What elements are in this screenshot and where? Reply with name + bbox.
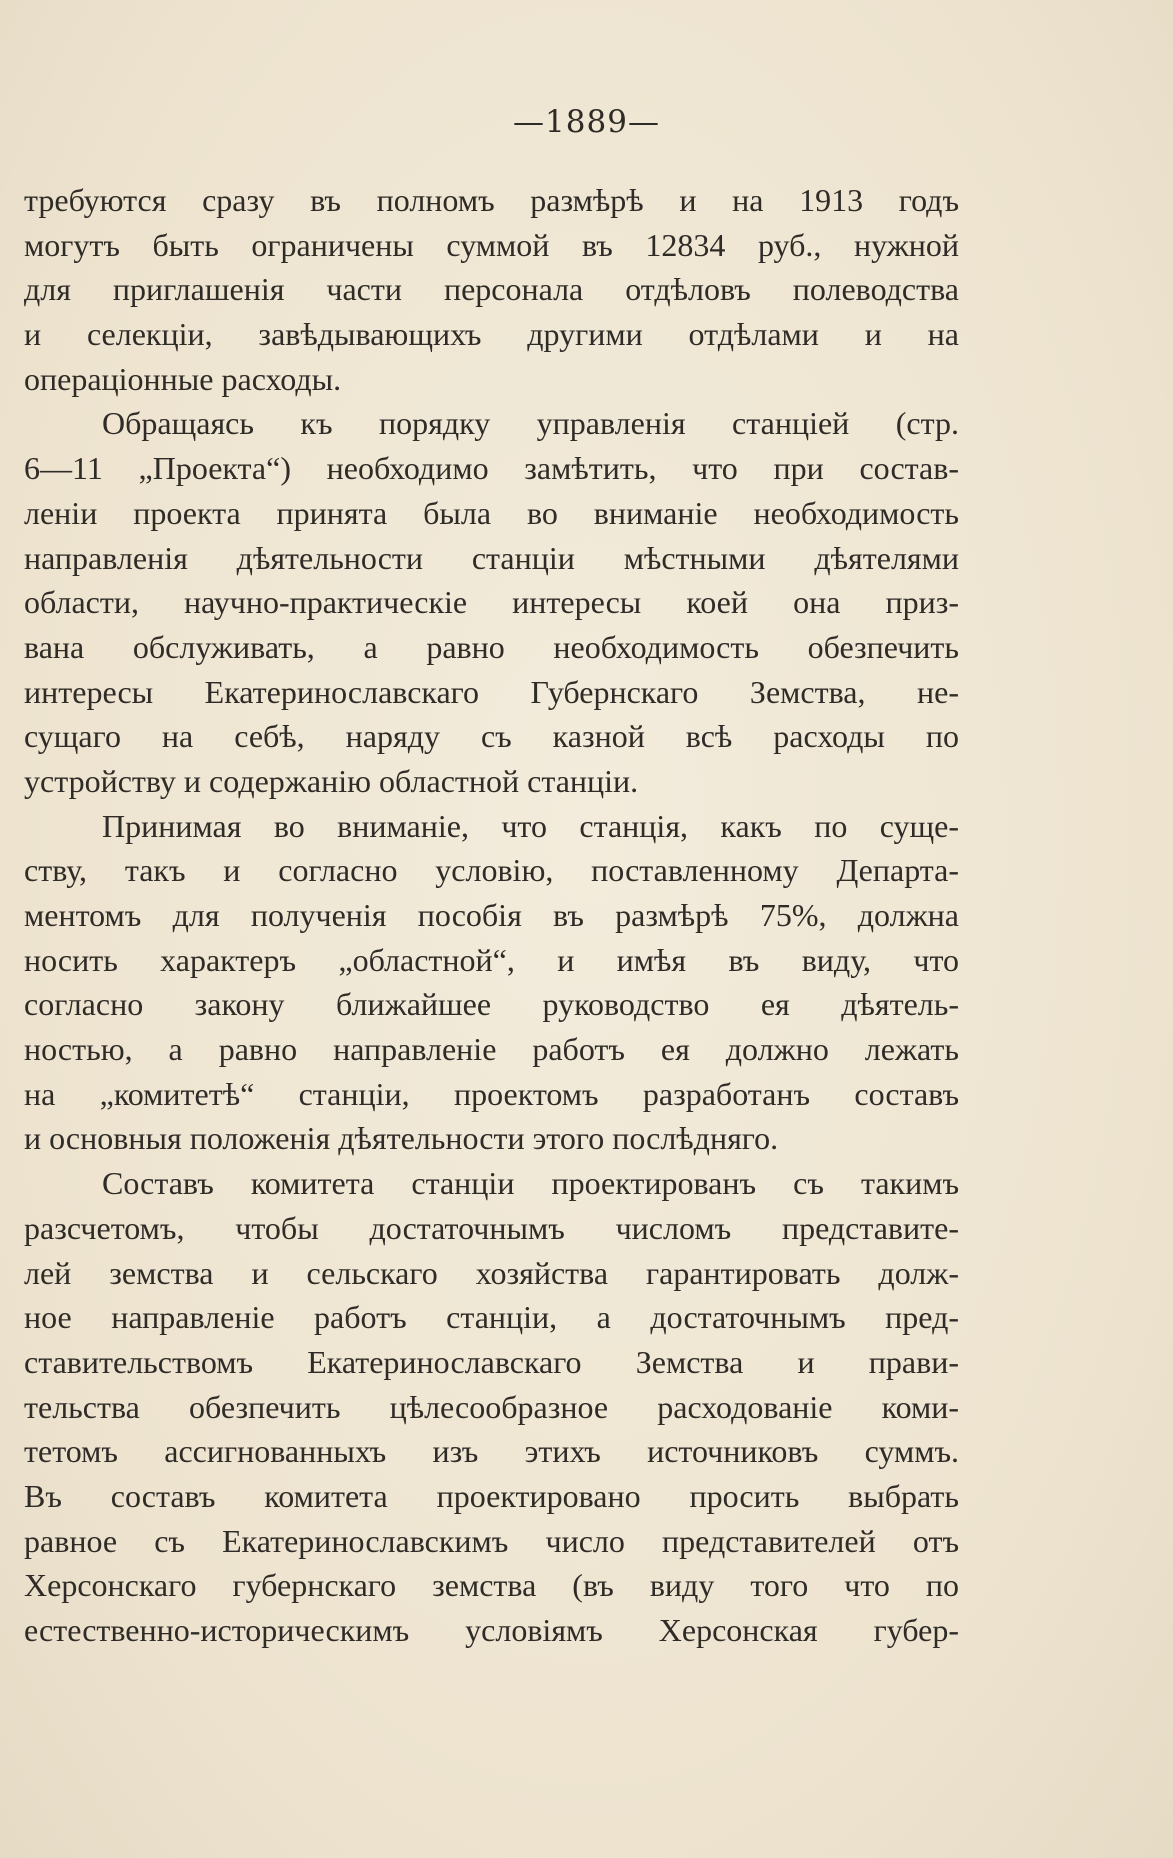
- text-line: естественно-историческимъ условіямъ Херсонская губер-: [24, 1612, 959, 1648]
- text-line: ставительствомъ Екатеринославскаго Земства и прави-: [24, 1343, 959, 1380]
- body-text: [24, 178, 959, 1653]
- text-line: 6—11 „Проекта“) необходимо замѣтить, что при состав-: [24, 450, 959, 487]
- text-line: лей земства и сельскаго хозяйства гарантировать долж-: [24, 1254, 959, 1291]
- text-line: операціонные расходы.: [24, 360, 342, 397]
- text-line: разсчетомъ, чтобы достаточнымъ числомъ представите-: [24, 1209, 959, 1246]
- text-line: для приглашенія части персонала отдѣловъ полеводства: [24, 271, 959, 308]
- text-line: ностью, а равно направленіе работъ ея должно лежать: [24, 1031, 959, 1068]
- text-line: интересы Екатеринославскаго Губернскаго Земства, не-: [24, 673, 959, 710]
- text-line: тельства обезпечить цѣлесообразное расходованіе коми-: [24, 1388, 959, 1425]
- text-line: ментомъ для полученія пособія въ размѣрѣ 75%, должна: [24, 897, 959, 933]
- text-line: могутъ быть ограничены суммой въ 12834 руб., нужной: [24, 226, 959, 263]
- text-line: на „комитетѣ“ станціи, проектомъ разработанъ составъ: [24, 1075, 959, 1112]
- text-line: ное направленіе работъ станціи, а достаточнымъ пред-: [24, 1299, 959, 1336]
- text-line: тетомъ ассигнованныхъ изъ этихъ источниковъ суммъ.: [24, 1433, 959, 1470]
- text-line: направленія дѣятельности станціи мѣстными дѣятелями: [24, 539, 959, 576]
- text-line: согласно закону ближайшее руководство ея дѣятель-: [24, 986, 959, 1023]
- text-line: носить характеръ „областной“, и имѣя въ виду, что: [24, 941, 959, 978]
- text-line: Принимая во вниманіе, что станція, какъ по суще-: [102, 807, 959, 844]
- text-line: Въ составъ комитета проектировано просить выбрать: [24, 1477, 959, 1514]
- text-line: вана обслуживать, а равно необходимость обезпечить: [24, 628, 959, 665]
- text-line: требуются сразу въ полномъ размѣрѣ и на 1913 годъ: [24, 182, 959, 218]
- text-line: Обращаясь къ порядку управленія станціей (стр.: [102, 405, 959, 442]
- text-line: и селекціи, завѣдывающихъ другими отдѣлами и на: [24, 316, 959, 353]
- page-number: —1889—: [513, 104, 660, 140]
- text-line: сущаго на себѣ, наряду съ казной всѣ расходы по: [24, 718, 959, 755]
- text-line: Херсонскаго губернскаго земства (въ виду того что по: [24, 1567, 959, 1604]
- text-line: Составъ комитета станціи проектированъ съ такимъ: [102, 1165, 959, 1202]
- text-line: равное съ Екатеринославскимъ число представителей отъ: [24, 1522, 959, 1559]
- text-line: устройству и содержанію областной станціи.: [24, 762, 639, 799]
- text-line: области, научно-практическіе интересы коей она приз-: [24, 584, 959, 621]
- text-line: ству, такъ и согласно условію, поставленному Департа-: [24, 852, 959, 889]
- text-line: леніи проекта принята была во вниманіе необходимость: [24, 494, 959, 531]
- text-line: и основныя положенія дѣятельности этого послѣдняго.: [24, 1120, 779, 1157]
